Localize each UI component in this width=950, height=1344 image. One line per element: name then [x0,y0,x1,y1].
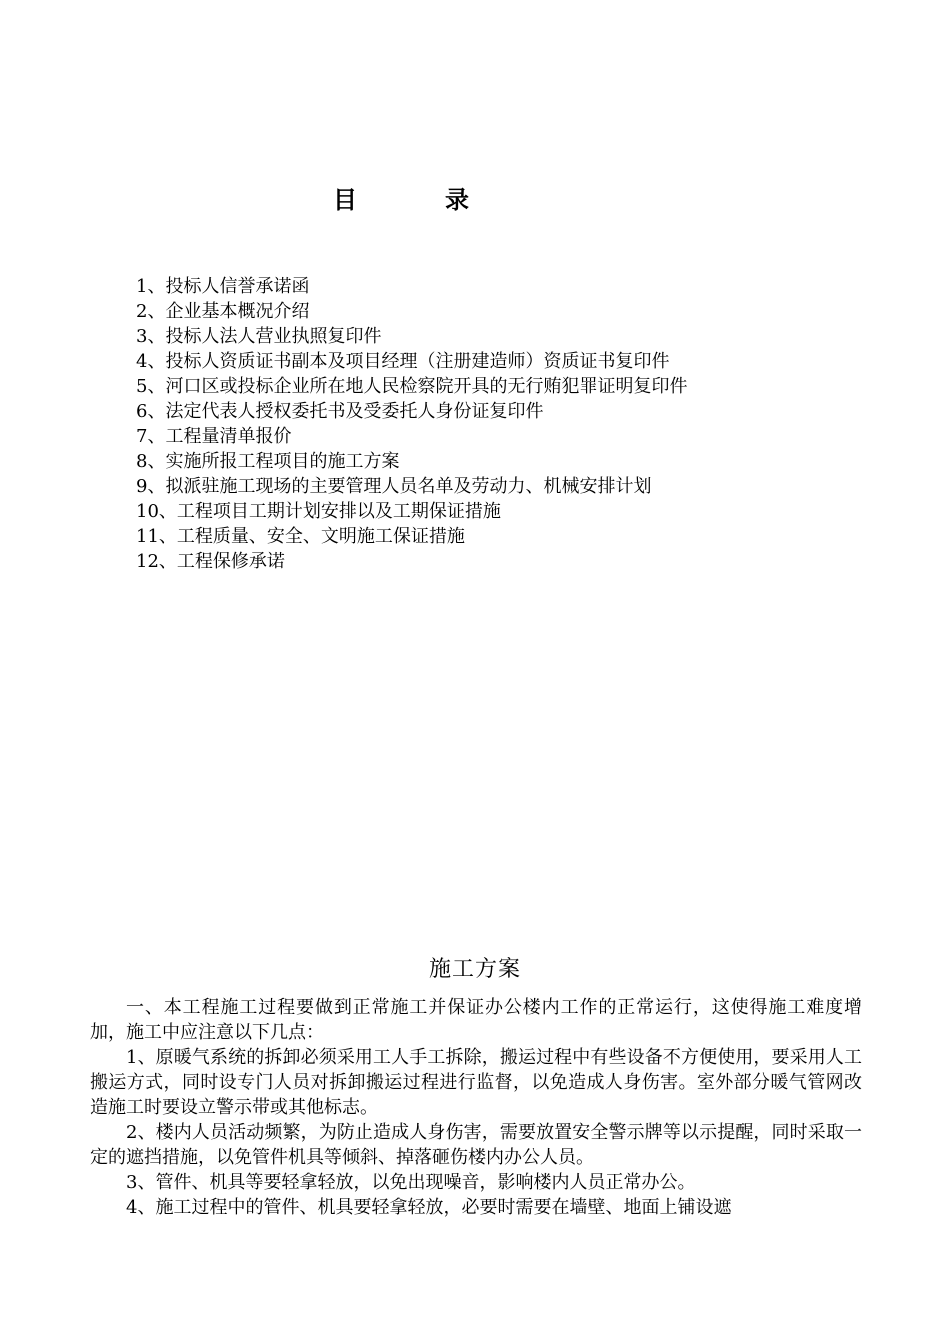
toc-item: 1、投标人信誉承诺函 [136,276,310,297]
section-body [90,995,862,1220]
toc-item: 11、工程质量、安全、文明施工保证措施 [136,526,465,547]
toc-item: 7、工程量清单报价 [136,426,292,447]
toc-title-char-2: 录 [445,186,469,214]
body-paragraph: 一、本工程施工过程要做到正常施工并保证办公楼内工作的正常运行，这使得施工难度增加，施工中应注意以下几点： [90,997,862,1043]
body-paragraph: 3、管件、机具等要轻拿轻放，以免出现噪音，影响楼内人员正常办公。 [126,1172,696,1193]
section-title: 施工方案 [428,957,521,982]
toc-item: 3、投标人法人营业执照复印件 [136,326,382,347]
toc-item: 12、工程保修承诺 [136,551,285,572]
toc-item: 9、拟派驻施工现场的主要管理人员名单及劳动力、机械安排计划 [136,476,652,497]
body-paragraph: 1、原暖气系统的拆卸必须采用工人手工拆除，搬运过程中有些设备不方便使用，要采用人工搬运方式，同时设专门人员对拆卸搬运过程进行监督，以免造成人身伤害。室外部分暖气管网改造施工时要设立警示带或其他标志。 [90,1047,862,1118]
toc-item: 2、企业基本概况介绍 [136,301,310,322]
toc-list [136,274,896,574]
toc-item: 4、投标人资质证书副本及项目经理（注册建造师）资质证书复印件 [136,351,670,372]
toc-title-char-1: 目 [333,186,357,214]
toc-item: 6、法定代表人授权委托书及受委托人身份证复印件 [136,401,544,422]
toc-title [333,182,483,218]
toc-item: 8、实施所报工程项目的施工方案 [136,451,400,472]
toc-item: 5、河口区或投标企业所在地人民检察院开具的无行贿犯罪证明复印件 [136,376,688,397]
toc-item: 10、工程项目工期计划安排以及工期保证措施 [136,501,501,522]
body-paragraph: 4、施工过程中的管件、机具要轻拿轻放，必要时需要在墙壁、地面上铺设遮 [126,1197,732,1218]
body-paragraph: 2、楼内人员活动频繁，为防止造成人身伤害，需要放置安全警示牌等以示提醒，同时采取一定的遮挡措施，以免管件机具等倾斜、掉落砸伤楼内办公人员。 [90,1122,862,1168]
